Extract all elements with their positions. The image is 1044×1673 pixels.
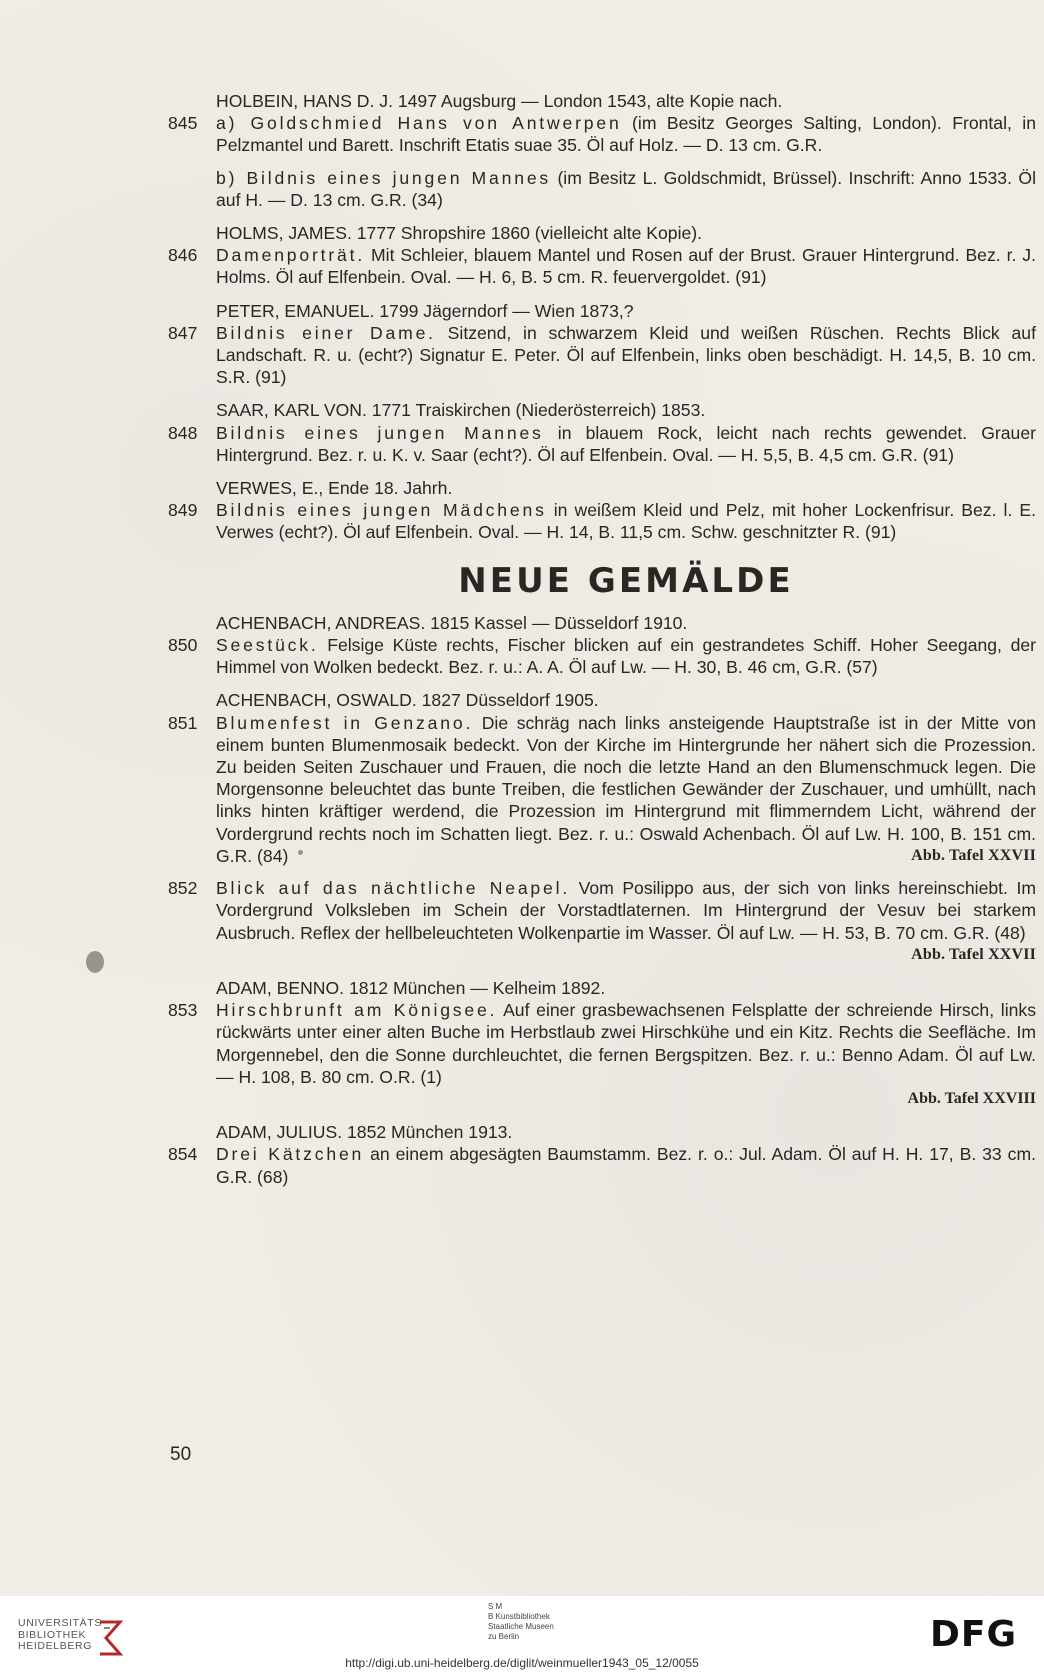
- artist-heading: ADAM, JULIUS. 1852 München 1913.: [216, 1122, 513, 1143]
- catalog-item: [168, 999, 1036, 1088]
- item-number: 846: [168, 245, 198, 266]
- catalog-item: [168, 1143, 1036, 1187]
- catalog-item: [168, 634, 1036, 678]
- item-title: b) Bildnis eines jungen Mannes: [216, 167, 552, 188]
- page-number: 50: [170, 1444, 192, 1465]
- catalog-item: [168, 167, 1036, 211]
- artist-heading: HOLMS, JAMES. 1777 Shropshire 1860 (vielleicht alte Kopie).: [216, 223, 703, 244]
- item-description: an einem abgesägten Baumstamm. Bez. r. o.: Jul. Adam. Öl auf H. H. 17, B. 33 cm. G.R. (68): [216, 1144, 1036, 1187]
- item-title: Drei Kätzchen: [216, 1144, 365, 1165]
- item-description: (im Besitz Georges Salting, London). Frontal, in Pelzmantel und Barett. Inschrift Etatis suae 35. Öl auf Holz. — D. 13 cm. G.R.: [216, 113, 1036, 156]
- library-line: HEIDELBERG: [18, 1640, 92, 1652]
- sm-line: S M: [488, 1602, 503, 1611]
- item-description: Vom Posilippo aus, der sich von links hereinschiebt. Im Vordergrund Volksleben im Schein der Vorstadtlaternen. Im Hintergrund der Vesuv bei starkem Ausbruch. Reflex der hellbeleuchteten Wolkenpartie im Wasser. Öl auf Lw. — H. 53, B. 70 cm. G.R. (48): [216, 878, 1037, 943]
- item-description: in weißem Kleid und Pelz, mit hoher Lockenfrisur. Bez. l. E. Verwes (echt?). Öl auf Elfenbein. Oval. — H. 14, B. 11,5 cm. Schw. geschnitzter R. (91): [216, 500, 1036, 543]
- item-number: 849: [168, 500, 198, 521]
- catalog-item: [168, 712, 1036, 867]
- item-number: 845: [168, 113, 198, 134]
- catalog-item: [168, 877, 1036, 966]
- artist-entry: [168, 90, 1036, 211]
- artist-entry: [168, 1121, 1036, 1188]
- item-number: 853: [168, 1000, 198, 1021]
- item-description: Die schräg nach links ansteigende Hauptstraße ist in der Mitte von einem bunten Blumenmosaik bedeckt. Von der Kirche im Hintergrunde her nähert sich die Prozession. Zu beiden Seiten Zuschauer und Frauen, die noch die letzte Hand an den Blumenschmuck legen. Die Morgensonne beleuchtet das bunte Treiben, die festlichen Gewänder der Zuschauer, und umhüllt, nach links hinten kräftiger werdend, die Prozession im Hintergrund mit flimmerndem Licht, während der Vordergrund rechts noch im Schatten liegt. Bez. r. u.: Oswald Achenbach. Öl auf Lw. H. 100, B. 151 cm. G.R. (84): [216, 712, 1036, 866]
- library-line: UNIVERSITÄTS-: [18, 1617, 107, 1629]
- item-title: Bildnis einer Dame.: [216, 322, 436, 343]
- artist-entry: [168, 689, 1036, 965]
- section-title: NEUE GEMÄLDE: [458, 560, 794, 601]
- plate-reference: Abb. Tafel XXVIII: [907, 1089, 1036, 1107]
- item-title: Blick auf das nächtliche Neapel.: [216, 878, 571, 899]
- item-title: Damenporträt.: [216, 245, 366, 266]
- artist-entry: [168, 300, 1036, 389]
- page-url-link[interactable]: http://digi.ub.uni-heidelberg.de/diglit/weinmueller1943_05_12/0055: [345, 1656, 699, 1670]
- plate-reference: Abb. Tafel XXVII: [911, 945, 1036, 963]
- artist-heading: HOLBEIN, HANS D. J. 1497 Augsburg — London 1543, alte Kopie nach.: [216, 91, 783, 111]
- artist-heading: ACHENBACH, OSWALD. 1827 Düsseldorf 1905.: [216, 690, 599, 711]
- artist-heading: ADAM, BENNO. 1812 München — Kelheim 1892.: [216, 977, 606, 998]
- artist-entry: [168, 222, 1036, 289]
- item-description: Sitzend, in schwarzem Kleid und weißen Rüschen. Rechts Blick auf Landschaft. R. u. (echt?) Signatur E. Peter. Öl auf Elfenbein, links oben beschädigt. H. 14,5, B. 10 cm. S.R. (91): [216, 322, 1036, 388]
- item-number: 848: [168, 422, 198, 443]
- catalog-content: [168, 90, 1036, 1199]
- university-library-logo[interactable]: [18, 1618, 106, 1653]
- library-emblem-icon: [96, 1618, 126, 1658]
- item-title: Hirschbrunft am Königsee.: [216, 1000, 498, 1021]
- artist-entry: [168, 399, 1036, 466]
- entries-before-section: [168, 90, 1036, 544]
- catalog-item: [168, 499, 1036, 543]
- item-title: a) Goldschmied Hans von Antwerpen: [216, 113, 622, 134]
- item-number: 854: [168, 1144, 198, 1165]
- artist-heading: PETER, EMANUEL. 1799 Jägerndorf — Wien 1873,?: [216, 300, 634, 321]
- paper-stain: [86, 951, 104, 973]
- entries-after-section: [168, 612, 1036, 1188]
- sm-line: Staatliche Museen: [488, 1622, 554, 1631]
- dfg-logo[interactable]: DFG: [930, 1614, 1018, 1655]
- item-title: Bildnis eines jungen Mannes: [216, 422, 544, 443]
- item-title: Seestück.: [216, 635, 319, 656]
- artist-heading: ACHENBACH, ANDREAS. 1815 Kassel — Düsseldorf 1910.: [216, 612, 688, 633]
- kunstbibliothek-logo[interactable]: [488, 1602, 554, 1642]
- artist-entry: [168, 977, 1036, 1110]
- artist-heading: VERWES, E., Ende 18. Jahrh.: [216, 478, 453, 499]
- item-number: 850: [168, 635, 198, 656]
- item-number: 847: [168, 322, 198, 343]
- item-title: Bildnis eines jungen Mädchens: [216, 500, 547, 521]
- artist-heading: SAAR, KARL VON. 1771 Traiskirchen (Niederösterreich) 1853.: [216, 400, 706, 421]
- item-number: 851: [168, 712, 198, 733]
- plate-reference: Abb. Tafel XXVII: [911, 846, 1036, 864]
- artist-entry: [168, 612, 1036, 679]
- sm-line: zu Berlin: [488, 1632, 520, 1641]
- item-number: 852: [168, 878, 198, 899]
- item-description: (im Besitz L. Goldschmidt, Brüssel). Inschrift: Anno 1533. Öl auf H. — D. 13 cm. G.R. (34): [216, 167, 1036, 210]
- paper-speck: [298, 850, 303, 855]
- catalog-item: [168, 244, 1036, 288]
- catalog-item: [168, 422, 1036, 466]
- item-description: Auf einer grasbewachsenen Felsplatte der schreiende Hirsch, links rückwärts unter einer alten Buche im Herbstlaub zwei Hirschkühe und ein Kitz. Rechts die Seefläche. Im Morgennebel, den die Sonne durchleuchtet, die fernen Bergspitzen. Bez. r. u.: Benno Adam. Öl auf Lw. — H. 108, B. 80 cm. O.R. (1): [216, 1000, 1036, 1087]
- item-description: Felsige Küste rechts, Fischer blicken auf ein gestrandetes Schiff. Hoher Seegang, der Himmel von Wolken bedeckt. Bez. r. u.: A. A. Öl auf Lw. — H. 30, B. 46 cm, G.R. (57): [216, 635, 1036, 678]
- catalog-item: [168, 322, 1036, 389]
- library-line: BIBLIOTHEK: [18, 1628, 87, 1641]
- item-title: Blumenfest in Genzano.: [216, 712, 474, 733]
- item-description: in blauem Rock, leicht nach rechts gewendet. Grauer Hintergrund. Bez. r. u. K. v. Saar (echt?). Öl auf Elfenbein. Oval. — H. 5,5, B. 4,5 cm. G.R. (91): [216, 422, 1036, 465]
- artist-entry: [168, 477, 1036, 544]
- catalog-item: [168, 112, 1036, 156]
- viewer-footer: [0, 1596, 1044, 1673]
- item-description: Mit Schleier, blauem Mantel und Rosen auf der Brust. Grauer Hintergrund. Bez. r. J. Holms. Öl auf Elfenbein. Oval. — H. 6, B. 5 cm. R. feuervergoldet. (91): [216, 245, 1036, 288]
- sm-line: B Kunstbibliothek: [488, 1612, 550, 1621]
